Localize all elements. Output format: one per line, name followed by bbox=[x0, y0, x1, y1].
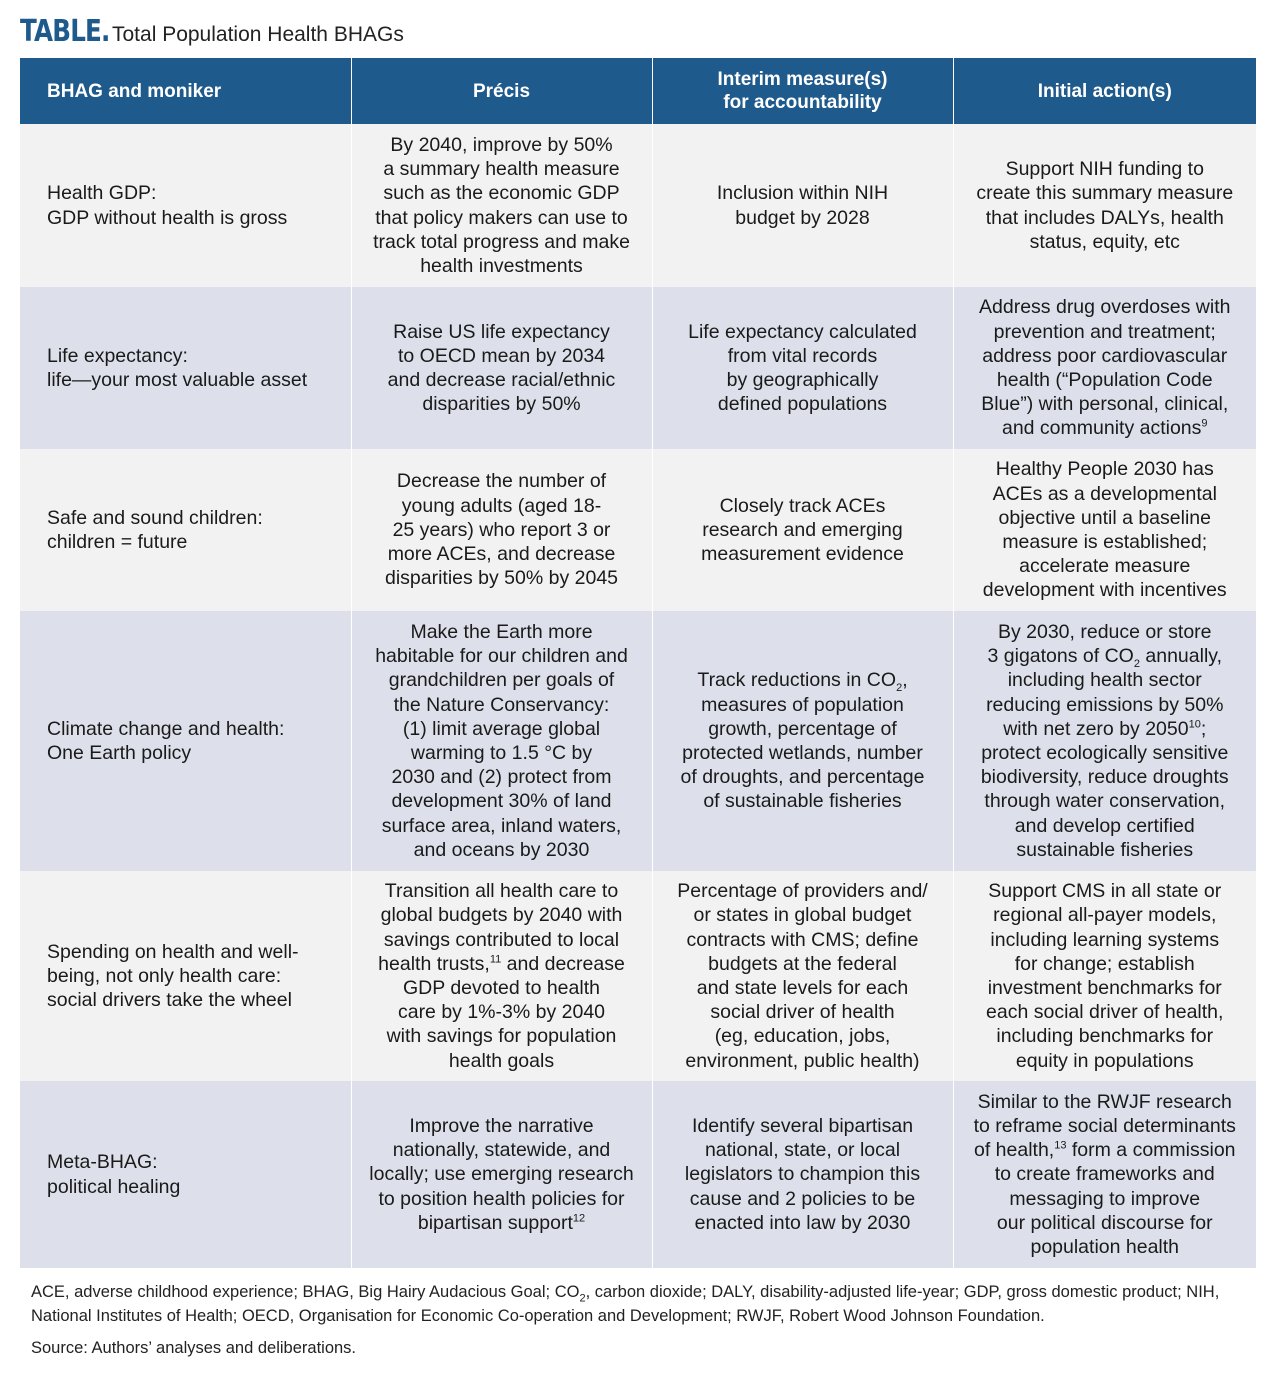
source-note: Source: Authors’ analyses and deliberations. bbox=[31, 1339, 357, 1357]
precis-cell: Raise US life expectancy to OECD mean by 2034 and decrease racial/ethnic disparities by 50% bbox=[351, 287, 652, 449]
subscript: 2 bbox=[1133, 658, 1140, 671]
table-row bbox=[20, 871, 1256, 1081]
actions-cell: Similar to the RWJF research to reframe social determinants of health,$^{13}$ form a commission to create frameworks and messaging to improve our political discourse for population health bbox=[953, 1081, 1256, 1268]
interim-cell: Percentage of providers and/ or states in global budget contracts with CMS; define budgets at the federal and state levels for each social driver of health (eg, education, jobs, environment, public health) bbox=[652, 871, 953, 1081]
subscript: 2 bbox=[579, 1292, 586, 1305]
bhag-cell: Life expectancy: life—your most valuable asset bbox=[20, 287, 351, 449]
bhag-cell: Spending on health and well- being, not only health care: social drivers take the wheel bbox=[20, 871, 351, 1081]
subscript: 2 bbox=[896, 682, 903, 695]
reference-number: 11 bbox=[489, 953, 502, 966]
actions-cell: Address drug overdoses with prevention and treatment; address poor cardiovascular health (“Population Code Blue”) with personal, clinical, and community actions$^9$ bbox=[953, 287, 1256, 449]
precis-cell: By 2040, improve by 50% a summary health measure such as the economic GDP that policy makers can use to track total progress and make health investments bbox=[351, 124, 652, 287]
column-header-precis: Précis bbox=[351, 58, 652, 124]
reference-number: 9 bbox=[1201, 417, 1208, 430]
column-header-bhag: BHAG and moniker bbox=[20, 58, 351, 124]
actions-cell: By 2030, reduce or store 3 gigatons of $CO_2$ annually, including health sector reducing emissions by 50% with net zero by 2050$^{10}$; protect ecologically sensitive biodiversity, reduce droughts through water conservation, and develop certified sustainable fisheries bbox=[953, 611, 1256, 871]
interim-cell: Inclusion within NIH budget by 2028 bbox=[652, 124, 953, 287]
table-row bbox=[20, 611, 1256, 871]
precis-cell: Make the Earth more habitable for our children and grandchildren per goals of the Nature Conservancy: (1) limit average global warming to 1.5 °C by 2030 and (2) protect from development 30% of land surface area, inland waters, and oceans by 2030 bbox=[351, 611, 652, 871]
precis-cell: Decrease the number of young adults (aged 18- 25 years) who report 3 or more ACEs, and decrease disparities by 50% by 2045 bbox=[351, 449, 652, 611]
precis-cell: Transition all health care to global budgets by 2040 with savings contributed to local health trusts,$^{11}$ and decrease GDP devoted to health care by 1%-3% by 2040 with savings for population health goals bbox=[351, 871, 652, 1081]
column-header-actions: Initial action(s) bbox=[953, 58, 1256, 124]
interim-cell: Identify several bipartisan national, state, or local legislators to champion this cause and 2 policies to be enacted into law by 2030 bbox=[652, 1081, 953, 1268]
table-row bbox=[20, 287, 1256, 449]
bhag-cell: Meta-BHAG: political healing bbox=[20, 1081, 351, 1268]
actions-cell: Support NIH funding to create this summary measure that includes DALYs, health status, equity, etc bbox=[953, 124, 1256, 287]
bhag-cell: Health GDP: GDP without health is gross bbox=[20, 124, 351, 287]
bhag-cell: Safe and sound children: children = future bbox=[20, 449, 351, 611]
table-row bbox=[20, 449, 1256, 611]
reference-number: 10 bbox=[1188, 718, 1201, 731]
interim-cell: Closely track ACEs research and emerging measurement evidence bbox=[652, 449, 953, 611]
actions-cell: Healthy People 2030 has ACEs as a developmental objective until a baseline measure is established; accelerate measure development with incentives bbox=[953, 449, 1256, 611]
title-label: TABLE. bbox=[20, 14, 110, 49]
precis-cell: Improve the narrative nationally, statewide, and locally; use emerging research to position health policies for bipartisan support$^{12}$ bbox=[351, 1081, 652, 1268]
header-row bbox=[20, 58, 1256, 124]
bhag-table bbox=[20, 58, 1256, 1268]
reference-number: 13 bbox=[1054, 1139, 1067, 1152]
title-text: Total Population Health BHAGs bbox=[112, 23, 404, 46]
reference-number: 12 bbox=[572, 1212, 586, 1225]
table-row bbox=[20, 124, 1256, 287]
interim-cell: Track reductions in $CO_2$, measures of population growth, percentage of protected wetlands, number of droughts, and percentage of sustainable fisheries bbox=[652, 611, 953, 871]
column-header-interim: Interim measure(s) for accountability bbox=[652, 58, 953, 124]
table-row bbox=[20, 1081, 1256, 1268]
interim-cell: Life expectancy calculated from vital records by geographically defined populations bbox=[652, 287, 953, 449]
bhag-cell: Climate change and health: One Earth policy bbox=[20, 611, 351, 871]
abbreviations-footnote: ACE, adverse childhood experience; BHAG, Big Hairy Audacious Goal; $CO_2$, carbon dioxide; DALY, disability-adjusted life-year; GDP, gross domestic product; NIH, National Institutes of Health; OECD, Organisation for Economic Co-operation and Development; RWJF, Robert Wood Johnson Foundation. bbox=[31, 1283, 1220, 1325]
actions-cell: Support CMS in all state or regional all-payer models, including learning systems for change; establish investment benchmarks for each social driver of health, including benchmarks for equity in populations bbox=[953, 871, 1256, 1081]
table-title bbox=[20, 14, 404, 54]
